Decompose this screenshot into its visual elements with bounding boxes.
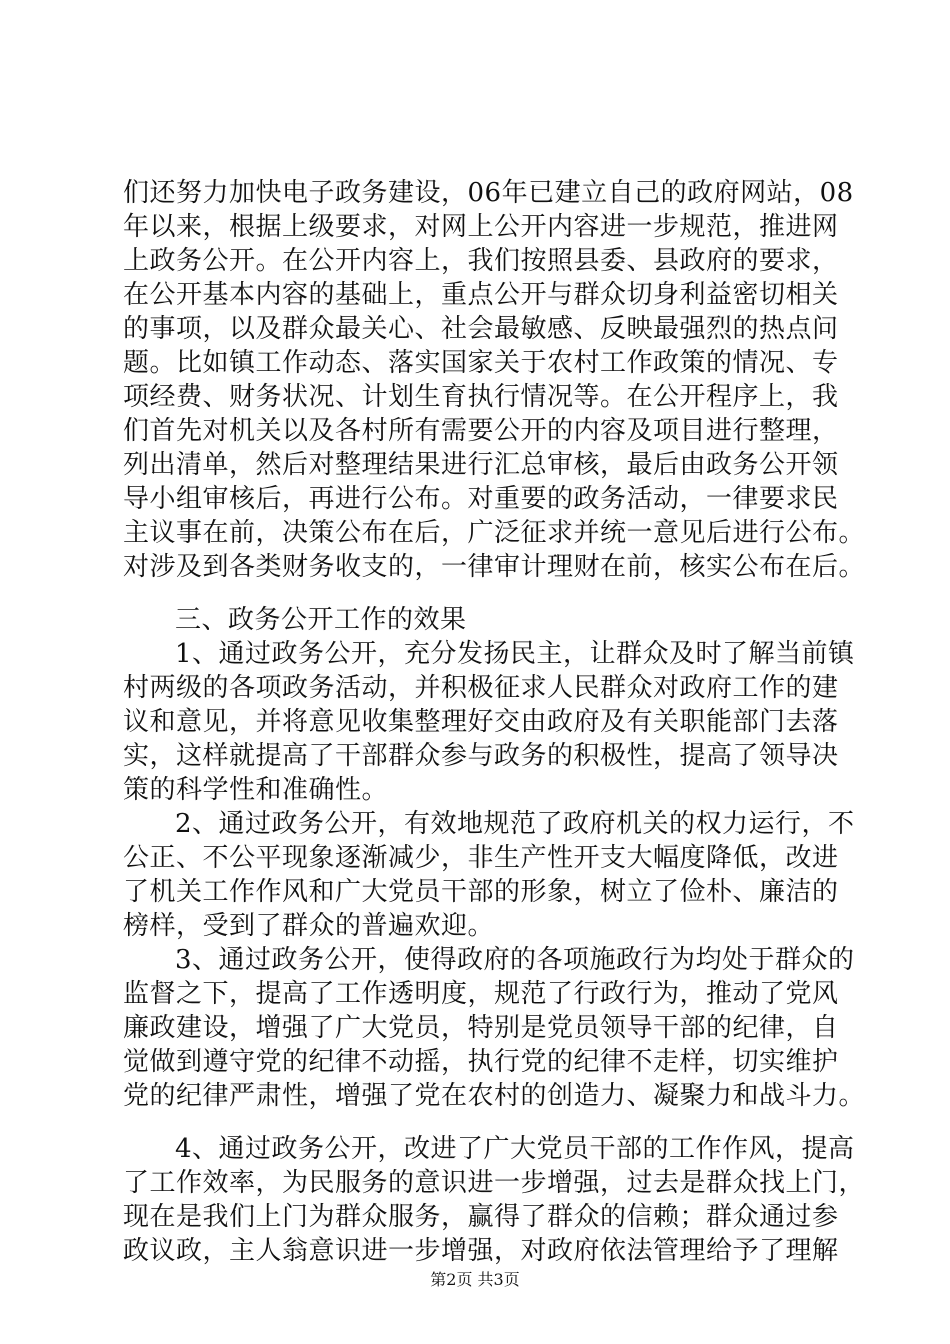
text-line: 列出清单，然后对整理结果进行汇总审核，最后由政务公开领 [123,450,839,480]
text-line: 了机关工作作风和广大党员干部的形象，树立了俭朴、廉洁的 [123,877,839,907]
section-heading: 三、政务公开工作的效果 [175,605,467,635]
text-line: 年以来，根据上级要求，对网上公开内容进一步规范，推进网 [123,212,839,242]
text-line: 议和意见，并将意见收集整理好交由政府及有关职能部门去落 [123,707,839,737]
text-line: 导小组审核后，再进行公布。对重要的政务活动，一律要求民 [123,484,839,514]
text-line: 们还努力加快电子政务建设，06年已建立自己的政府网站，08 [123,178,854,208]
text-line: 主议事在前，决策公布在后，广泛征求并统一意见后进行公布。 [123,518,866,548]
text-line: 村两级的各项政务活动，并积极征求人民群众对政府工作的建 [123,673,839,703]
text-line: 监督之下，提高了工作透明度，规范了行政行为，推动了党风 [123,979,839,1009]
text-line: 的事项，以及群众最关心、社会最敏感、反映最强烈的热点问 [123,314,839,344]
text-line: 觉做到遵守党的纪律不动摇，执行党的纪律不走样，切实维护 [123,1047,839,1077]
text-line: 了工作效率，为民服务的意识进一步增强，过去是群众找上门， [123,1168,866,1198]
text-line: 公正、不公平现象逐渐减少，非生产性开支大幅度降低，改进 [123,843,839,873]
text-line: 们首先对机关以及各村所有需要公开的内容及项目进行整理， [123,416,839,446]
text-line: 策的科学性和准确性。 [123,775,389,805]
text-line: 项经费、财务状况、计划生育执行情况等。在公开程序上，我 [123,382,839,412]
text-line: 题。比如镇工作动态、落实国家关于农村工作政策的情况、专 [123,348,839,378]
text-line: 榜样，受到了群众的普遍欢迎。 [123,911,495,941]
text-line: 上政务公开。在公开内容上，我们按照县委、县政府的要求， [123,246,839,276]
text-line: 3、通过政务公开，使得政府的各项施政行为均处于群众的 [175,945,855,975]
text-line: 实，这样就提高了干部群众参与政务的积极性，提高了领导决 [123,741,839,771]
text-line: 廉政建设，增强了广大党员，特别是党员领导干部的纪律，自 [123,1013,839,1043]
page-footer: 第2页 共3页 [430,1270,520,1289]
text-line: 在公开基本内容的基础上，重点公开与群众切身利益密切相关 [123,280,839,310]
text-line: 党的纪律严肃性，增强了党在农村的创造力、凝聚力和战斗力。 [123,1081,866,1111]
text-line: 对涉及到各类财务收支的，一律审计理财在前，核实公布在后。 [123,552,866,582]
text-line: 政议政，主人翁意识进一步增强，对政府依法管理给予了理解 [123,1236,839,1266]
text-line: 1、通过政务公开，充分发扬民主，让群众及时了解当前镇 [175,639,855,669]
text-line: 现在是我们上门为群众服务，赢得了群众的信赖；群众通过参 [123,1202,839,1232]
text-line: 4、通过政务公开，改进了广大党员干部的工作作风，提高 [175,1134,855,1164]
text-line: 2、通过政务公开，有效地规范了政府机关的权力运行，不 [175,809,855,839]
